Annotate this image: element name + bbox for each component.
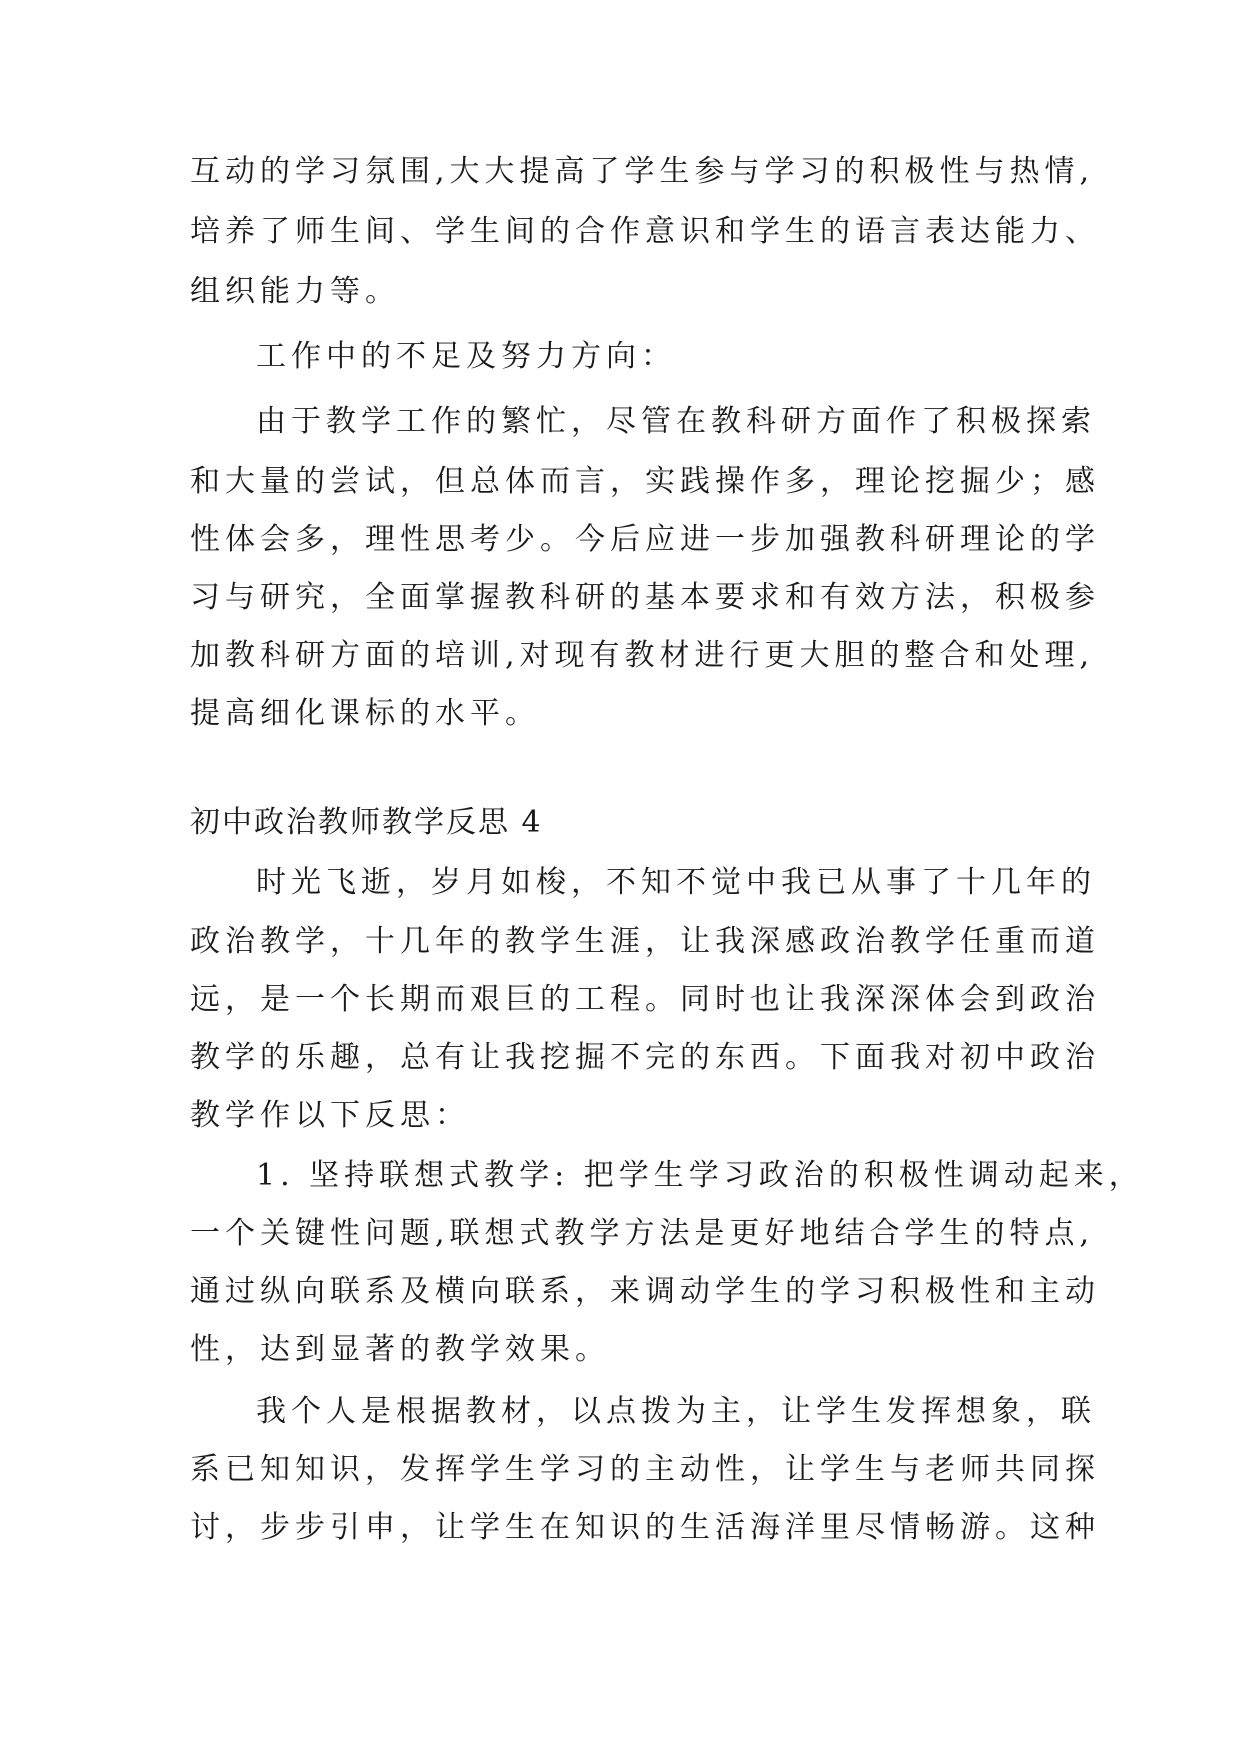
paragraph-line: 时光飞逝，岁月如梭，不知不觉中我已从事了十几年的 — [256, 865, 1096, 900]
paragraph-line: 一个关键性问题,联想式教学方法是更好地结合学生的特点, — [190, 1216, 1095, 1251]
section-title: 初中政治教师教学反思 4 — [190, 805, 543, 840]
subheading-insufficiencies: 工作中的不足及努力方向： — [256, 339, 676, 374]
paragraph-line: 教学作以下反思： — [190, 1098, 470, 1133]
paragraph-line: 培养了师生间、学生间的合作意识和学生的语言表达能力、 — [190, 214, 1100, 249]
paragraph-line: 提高细化课标的水平。 — [190, 696, 540, 731]
paragraph-line: 组织能力等。 — [190, 274, 400, 309]
paragraph-line: 我个人是根据教材，以点拨为主，让学生发挥想象，联 — [256, 1394, 1096, 1429]
paragraph-line: 互动的学习氛围,大大提高了学生参与学习的积极性与热情, — [190, 154, 1095, 189]
paragraph-line: 教学的乐趣，总有让我挖掘不完的东西。下面我对初中政治 — [190, 1040, 1100, 1075]
paragraph-line: 系已知知识，发挥学生学习的主动性，让学生与老师共同探 — [190, 1452, 1100, 1487]
paragraph-line: 通过纵向联系及横向联系，来调动学生的学习积极性和主动 — [190, 1274, 1100, 1309]
paragraph-line: 性，达到显著的教学效果。 — [190, 1332, 610, 1367]
paragraph-line: 讨，步步引申，让学生在知识的生活海洋里尽情畅游。这种 — [190, 1510, 1100, 1545]
paragraph-line: 和大量的尝试，但总体而言，实践操作多，理论挖掘少；感 — [190, 464, 1100, 499]
paragraph-line: 由于教学工作的繁忙，尽管在教科研方面作了积极探索 — [256, 404, 1096, 439]
paragraph-line: 加教科研方面的培训,对现有教材进行更大胆的整合和处理, — [190, 638, 1095, 673]
paragraph-line: 性体会多，理性思考少。今后应进一步加强教科研理论的学 — [190, 522, 1100, 557]
paragraph-line: 习与研究，全面掌握教科研的基本要求和有效方法，积极参 — [190, 580, 1100, 615]
paragraph-line: 1. 坚持联想式教学: 把学生学习政治的积极性调动起来， — [256, 1158, 1144, 1193]
paragraph-line: 远，是一个长期而艰巨的工程。同时也让我深深体会到政治 — [190, 982, 1100, 1017]
paragraph-line: 政治教学，十几年的教学生涯，让我深感政治教学任重而道 — [190, 924, 1100, 959]
